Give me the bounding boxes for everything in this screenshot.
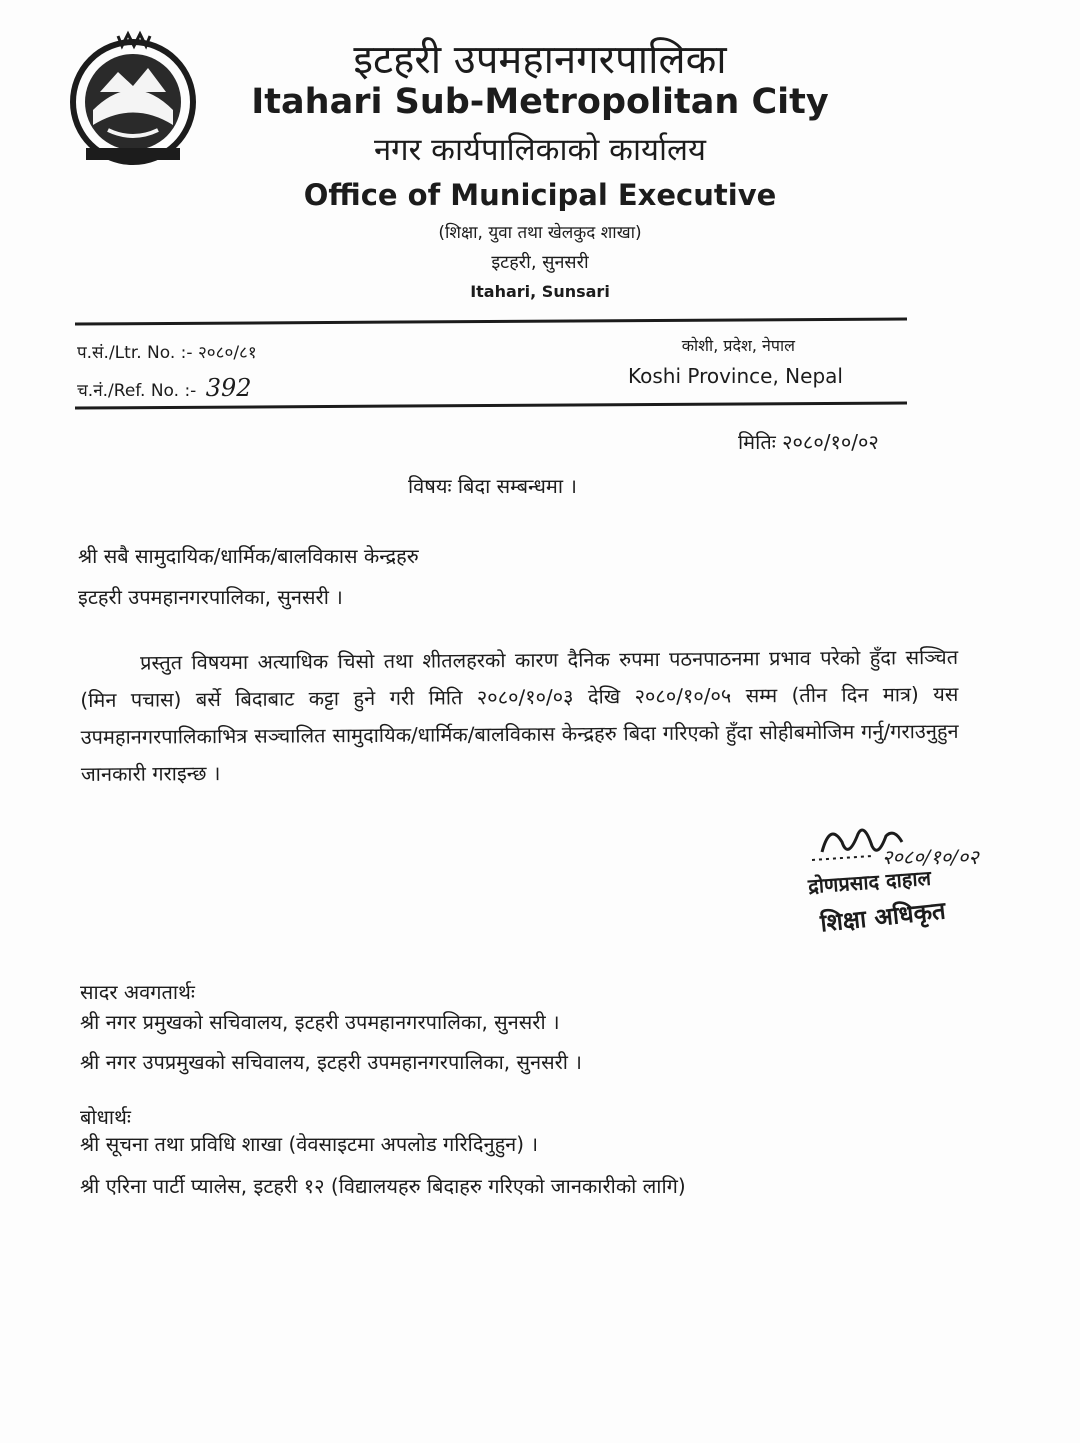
date-label: मितिः: [738, 430, 776, 454]
letter-subject: विषयः बिदा सम्बन्धमा ।: [408, 474, 577, 498]
municipality-emblem-icon: [58, 30, 208, 170]
reference-number: [77, 374, 252, 402]
signature-date: २०८०/१०/०२: [882, 845, 979, 869]
letter-date: [738, 428, 879, 455]
letter-number: [77, 340, 257, 363]
province-nepali: कोशी, प्रदेश, नेपाल: [681, 336, 795, 355]
header-nepali-title: इटहरी उपमहानगरपालिका: [353, 37, 727, 83]
header-divider-bottom: [75, 401, 907, 409]
reference-number-value: 392: [205, 374, 252, 402]
letter-number-value: २०८०/८१: [197, 343, 257, 363]
addressee-line-1: श्री सबै सामुदायिक/धार्मिक/बालविकास केन्द्रहरु: [78, 544, 419, 568]
cc-info-line-1: श्री नगर प्रमुखको सचिवालय, इटहरी उपमहानगरपालिका, सुनसरी ।: [80, 1010, 560, 1034]
addressee-line-2: इटहरी उपमहानगरपालिका, सुनसरी ।: [78, 585, 343, 609]
cc-action-line-1: श्री सूचना तथा प्रविधि शाखा (वेवसाइटमा अपलोड गरिदिनुहुन) ।: [80, 1132, 539, 1156]
cc-action-line-2: श्री एरिना पार्टी प्यालेस, इटहरी १२ (विद्यालयहरु बिदाहरु गरिएको जानकारीको लागि): [80, 1174, 686, 1198]
header-nepali-office: नगर कार्यपालिकाको कार्यालय: [373, 132, 707, 168]
header-english-title: Itahari Sub-Metropolitan City: [251, 82, 829, 122]
cc-info-heading: सादर अवगतार्थः: [80, 980, 195, 1004]
header-divider-top: [75, 317, 907, 325]
header-place-english: Itahari, Sunsari: [470, 282, 610, 301]
reference-number-label: च.नं./Ref. No. :-: [77, 381, 197, 401]
letter-number-label: प.सं./Ltr. No. :-: [77, 343, 193, 363]
letter-body: प्रस्तुत विषयमा अत्याधिक चिसो तथा शीतलहरको कारण दैनिक रुपमा पठनपाठनमा प्रभाव परेको हुँदा सञ्चित (मिन पचास) बर्से बिदाबाट कट्टा हुने गरी मिति २०८०/१०/०३ देखि २०८०/१०/०५ सम्म (तीन दिन मात्र) यस उपमहानगरपालिकाभित्र सञ्चालित सामुदायिक/धार्मिक/बालविकास केन्द्रहरु बिदा गरिएको हुँदा सोहीबमोजिम गर्नु/गराउनुहुन जानकारी गराइन्छ ।: [80, 644, 959, 786]
cc-action-heading: बोधार्थः: [80, 1105, 131, 1129]
header-english-office: Office of Municipal Executive: [303, 178, 777, 212]
cc-info-line-2: श्री नगर उपप्रमुखको सचिवालय, इटहरी उपमहानगरपालिका, सुनसरी ।: [80, 1050, 582, 1074]
header-place-nepali: इटहरी, सुनसरी: [491, 252, 589, 273]
date-value: २०८०/१०/०२: [782, 430, 879, 454]
province-english: Koshi Province, Nepal: [628, 364, 843, 388]
signatory-name: द्रोणप्रसाद दाहाल: [807, 865, 932, 899]
header-branch: (शिक्षा, युवा तथा खेलकुद शाखा): [438, 223, 642, 243]
signatory-title: शिक्षा अधिकृत: [818, 896, 947, 938]
